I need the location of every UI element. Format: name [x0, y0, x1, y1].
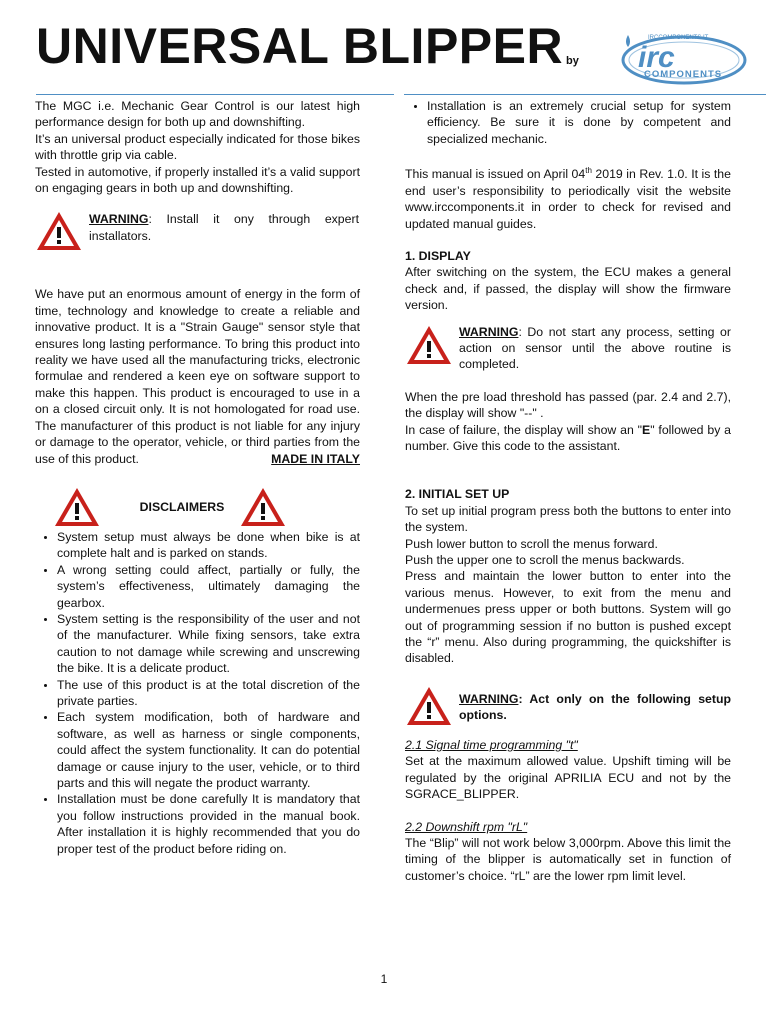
list-item: • Installation is an extremely crucial setup for system efficiency. Be sure it is done by competent and specialized mechanic. — [427, 98, 731, 147]
failure-text-end: " followed by a number. Give this code to the assistant. — [405, 422, 731, 453]
warning-text — [459, 324, 731, 373]
warning-message: : Do not start any process, setting or action on sensor until the above routine is completed. — [459, 324, 731, 372]
section-2-2-title: 2.2 Downshift rpm "rL" — [405, 819, 528, 834]
section-2-1-title: 2.1 Signal time programming "t" — [405, 737, 578, 752]
header-rule-right — [404, 94, 766, 95]
logo-main-text: irc — [638, 41, 675, 74]
manual-issue-text: This manual is issued on April 04 — [405, 167, 586, 182]
warning-label: WARNING — [459, 324, 519, 339]
by-label: by — [566, 55, 579, 67]
list-item: • Installation must be done carefully It is mandatory that you follow instructions provided in the manual book. After installation it is highly recommended that you do proper test of the product before riding on. — [57, 791, 360, 857]
installation-list — [405, 98, 731, 147]
list-item: • A wrong setting could affect, partially or fully, the system’s effectiveness, ultimately damaging the gearbox. — [57, 562, 360, 611]
manual-issue-superscript: th — [585, 166, 592, 176]
setup-line: To set up initial program press both the buttons to enter into the system. — [405, 503, 731, 535]
failure-paragraph — [405, 422, 731, 455]
warning-box-display — [405, 324, 731, 373]
warning-label: WARNING — [89, 212, 149, 227]
warning-text — [459, 685, 731, 724]
threshold-paragraph: When the pre load threshold has passed (par. 2.4 and 2.7), the display will show "--" . — [405, 389, 731, 421]
setup-line: Push the upper one to scroll the menus backwards. — [405, 553, 685, 568]
left-column — [35, 98, 360, 857]
setup-line: Push lower button to scroll the menus forward. — [405, 536, 658, 551]
warning-label: WARNING — [459, 691, 519, 706]
setup-line: Press and maintain the lower button to enter into the various menus. However, to exit from the menu and undermenues press upper or both buttons. System will go out of programming session if no button is pushed except the “r” menu. Also during programming, the quickshifter is disabled. — [405, 569, 731, 666]
header-rule-left — [36, 94, 394, 95]
disclaimers-header — [35, 485, 360, 529]
list-item: • Each system modification, both of hardware and software, as well as harness or single components, could affect the system functionality. It can do potential damage or cause injury to the user, vehicle, or to third parts and this will negate the product warranty. — [57, 709, 360, 791]
irc-components-logo — [612, 27, 748, 87]
failure-text: In case of failure, the display will show an " — [405, 422, 643, 437]
display-paragraph: After switching on the system, the ECU makes a general check and, if passed, the display will show the firmware version. — [405, 265, 731, 313]
manual-issue-paragraph — [405, 163, 731, 232]
made-in-italy: MADE IN ITALY — [271, 451, 360, 466]
intro-paragraph-2: It’s an universal product especially indicated for those bikes with throttle grip via cable. — [35, 131, 360, 163]
warning-message: : Act only on the following setup options. — [459, 691, 731, 723]
warning-triangle-icon — [53, 486, 101, 528]
warning-box-setup — [405, 685, 731, 727]
warning-triangle-icon — [405, 324, 453, 366]
failure-code-letter: E — [642, 422, 651, 437]
section-display-heading: 1. DISPLAY — [405, 248, 471, 263]
warning-triangle-icon — [35, 210, 83, 252]
right-column — [405, 98, 731, 884]
document-title: UNIVERSAL BLIPPER — [36, 18, 564, 74]
disclaimers-title: DISCLAIMERS — [139, 499, 225, 514]
section-2-2-text: The “Blip” will not work below 3,000rpm. Above this limit the timing of the blipper is automatically set in function of customer’s choice. “rL” are the lower rpm limit level. — [405, 835, 731, 883]
logo-small-text: IRCCOMPONENTS.IT — [648, 35, 709, 41]
warning-message: : Install it ony through expert installators. — [89, 212, 359, 243]
section-2-1-text: Set at the maximum allowed value. Upshift timing will be regulated by the original APRILIA ECU and not by the SGRACE_BLIPPER. — [405, 754, 731, 802]
product-description-text: We have put an enormous amount of energy in the form of time, technology and knowledge to create a reliable and innovative product. It is a "Strain Gauge" sensor style that ensures long lasting performance. To bring this product into reality we have used all the manufacturing tricks, electronic formulae and rendered a keen eye on software support to make this happen. This product is encouraged to use in a on a closed circuit only. It is not homologated for road use. The manufacturer of this product is not liable for any injury or damage to the operator, vehicle, or third parties from the use of this product. — [35, 287, 360, 466]
page-number: 1 — [380, 972, 388, 986]
warning-triangle-icon — [405, 685, 453, 727]
list-item: • System setting is the responsibility of the user and not of the manufacturer. While fixing sensors, take extra caution to not damage while screwing and unscrewing the bike. It is a delicate product. — [57, 611, 360, 677]
list-item: • The use of this product is at the total discretion of the private parties. — [57, 677, 360, 710]
section-setup-heading: 2. INITIAL SET UP — [405, 487, 510, 502]
logo-sub-text: COMPONENTS — [644, 69, 723, 80]
warning-text — [89, 210, 359, 244]
warning-triangle-icon — [239, 486, 287, 528]
intro-paragraph-1: The MGC i.e. Mechanic Gear Control is our latest high performance design for both up and downshifting. — [35, 99, 360, 130]
product-description — [35, 286, 360, 466]
manual-issue-text-end: 2019 in Rev. 1.0. It is the end user’s responsibility to periodically visit the website www.irccomponents.it in order to check for revised and updated manual guides. — [405, 167, 731, 231]
disclaimers-list — [35, 529, 360, 857]
intro-paragraph-3: Tested in automotive, if properly installed it’s a valid support on engaging gears in both up and downshifting. — [35, 164, 360, 196]
list-item: • System setup must always be done when bike is at complete halt and is parked on stands. — [57, 529, 360, 562]
warning-box-install — [35, 210, 360, 252]
